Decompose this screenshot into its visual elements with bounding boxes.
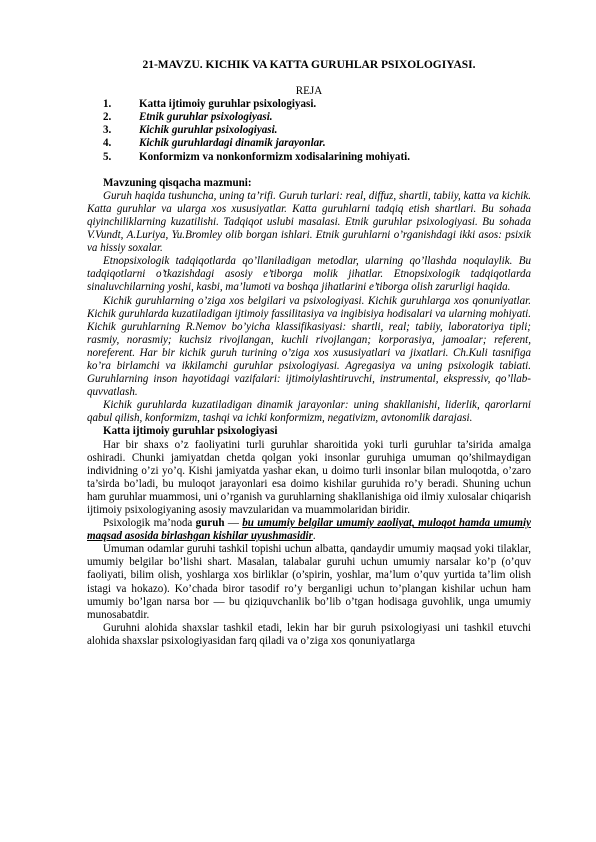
plan-heading: REJA	[295, 85, 323, 98]
plan-item-text: Kichik guruhlar psixologiyasi.	[139, 124, 278, 137]
summary-paragraph: Kichik guruhlarning o’ziga xos belgilari va psixologiyasi. Kichik guruhlarga xos qonuniyatlar. Kichik guruhlarda kuzatiladigan ijtimoiy fassilitasiya va ingibisiya hodisalari va ularning mohiyati. Kichik guruhlarning R.Nemov bo’yicha klassifikasiyasi: shartli, real; tabiiy, laboratoriya tipli; rasmiy, norasmiy; kuchsiz rivojlangan, kuchli rivojlangan; korporasiya, jamoalar; referent, noreferent. Har bir kichik guruh turining o’ziga xos xususiyatlari va jixatlari. Ch.Kuli tasnifiga ko’ra birlamchi va ikkilamchi guruhlar psixologiyasi. Agregasiya va uning psixologik tabiati. Guruhlarning inson hayotidagi vazifalari: ijtimoiylashtiruvchi, instrumental, ekspressiv, qo’llab-quvvatlash.	[87, 294, 531, 399]
definition-dash: —	[224, 517, 243, 530]
plan-item-text: Kichik guruhlardagi dinamik jarayonlar.	[139, 137, 326, 150]
summary-paragraph: Kichik guruhlarda kuzatiladigan dinamik jarayonlar: uning shakllanishi, liderlik, qarorlarni qabul qilish, konformizm, tashqi va ichki konformizm, negativizm, avtonomlik darajasi.	[87, 399, 531, 425]
plan-item-number: 5.	[103, 150, 112, 163]
plan-item	[103, 137, 531, 150]
summary-paragraph: Etnopsixologik tadqiqotlarda qo’llaniladigan metodlar, ularning qo’llashda noqulaylik. Bu tadqiqotlarni o’tkazishdagi asosiy e’tiborga molik jihatlar. Etnopsixologik tadqiqotlarda sinaluvchilarning yoshi, kasbi, ma’lumoti va boshqa jihatlarini e’tiborga olish zarurligi haqida.	[87, 255, 531, 294]
body-paragraph: Guruhni alohida shaxslar tashkil etadi, lekin har bir guruh psixologiyasi uni tashkil etuvchi alohida shaxslar psixologiyasidan farq qiladi va o’ziga xos qonuniyatlarga	[87, 621, 531, 647]
body-paragraph: Umuman odamlar guruhi tashkil topishi uchun albatta, qandaydir umumiy maqsad yoki tilaklar, umumiy belgilar bo’lishi shart. Masalan, talabalar guruhi uchun umumiy narsalar ko’p (o’quv faoliyati, bilim olish, yoshlarga xos birliklar (o’spirin, yoshlar, ma’lum o’quv yurtida ta’lim olish istagi va hokazo). Ko’chada biror tasodif ro’y berganligi uchun to’plangan kishilar uchun ham umumiy bo’lgan narsa bor — bu qiziquvchanlik bo’lib o’tgan hodisaga guvohlik, unga umumiy munosabatdir.	[87, 543, 531, 621]
plan-item-number: 4.	[103, 137, 112, 150]
body-paragraph: Har bir shaxs o’z faoliyatini turli guruhlar sharoitida yoki turli guruhlar ta’sirida amalga oshiradi. Chunki jamiyatdan chetda qolgan yoki insonlar guruhiga umuman qo’shilmaydigan individning o’zi yo’q. Kishi jamiyatda yashar ekan, u doimo turli insonlar bilan muloqotda, o’zaro ta’sirda bo’ladi, bu muloqot jarayonlari esa doimo kishilar guruhida ro’y beradi. Shuning uchun ham guruhlar muammosi, uni o’rganish va guruhlarning shakllanishiga oid ilmiy xulosalar chiqarish ijtimoiy psixologiyaning asosiy mavzularidan va muammolaridan biridir.	[87, 438, 531, 516]
section-heading: Katta ijtimoiy guruhlar psixologiyasi	[103, 425, 278, 438]
definition-lead: Psixologik ma’noda	[103, 517, 196, 530]
plan-item	[103, 111, 531, 124]
plan-item	[103, 151, 531, 164]
definition-term: guruh	[195, 517, 225, 530]
summary-paragraph: Guruh haqida tushuncha, uning ta’rifi. Guruh turlari: real, diffuz, shartli, tabiiy, katta va kichik. Katta guruhlar va ularga xos xususiyatlar. Katta guruhlarni tadqiq etish shartlari. Bu sohada qiyinchiliklarning kuzatilishi. Tadqiqot uslubi masalasi. Etnik guruhlar psixologiyasi. Bu sohada V.Vundt, A.Luriya, Yu.Bromley olib borgan ishlari. Etnik guruhlarni o’rganishdagi ikki asos: psixik va hissiy soxalar.	[87, 189, 531, 255]
plan-item-text: Etnik guruhlar psixologiyasi.	[139, 111, 273, 124]
plan-item-text: Konformizm va nonkonformizm xodisalarining mohiyati.	[139, 150, 410, 163]
plan-list	[87, 98, 531, 163]
document-page	[87, 59, 531, 648]
definition-text: bu umumiy belgilar umumiy ғaoliyat, muloqot hamda umumiy maqsad asosida birlashgan kishilar uyushmasidir	[87, 517, 531, 543]
plan-item-number: 2.	[103, 111, 112, 124]
document-title: 21-MAVZU. KICHIK VA KATTA GURUHLAR PSIXOLOGIYASI.	[142, 59, 476, 71]
plan-item-number: 3.	[103, 124, 112, 137]
plan-item	[103, 124, 531, 137]
plan-item	[103, 98, 531, 111]
plan-item-text: Katta ijtimoiy guruhlar psixologiyasi.	[139, 98, 317, 111]
definition-end: .	[312, 530, 316, 543]
plan-item-number: 1.	[103, 98, 112, 111]
summary-heading: Mavzuning qisqacha mazmuni:	[103, 176, 252, 189]
definition-paragraph	[87, 517, 531, 543]
